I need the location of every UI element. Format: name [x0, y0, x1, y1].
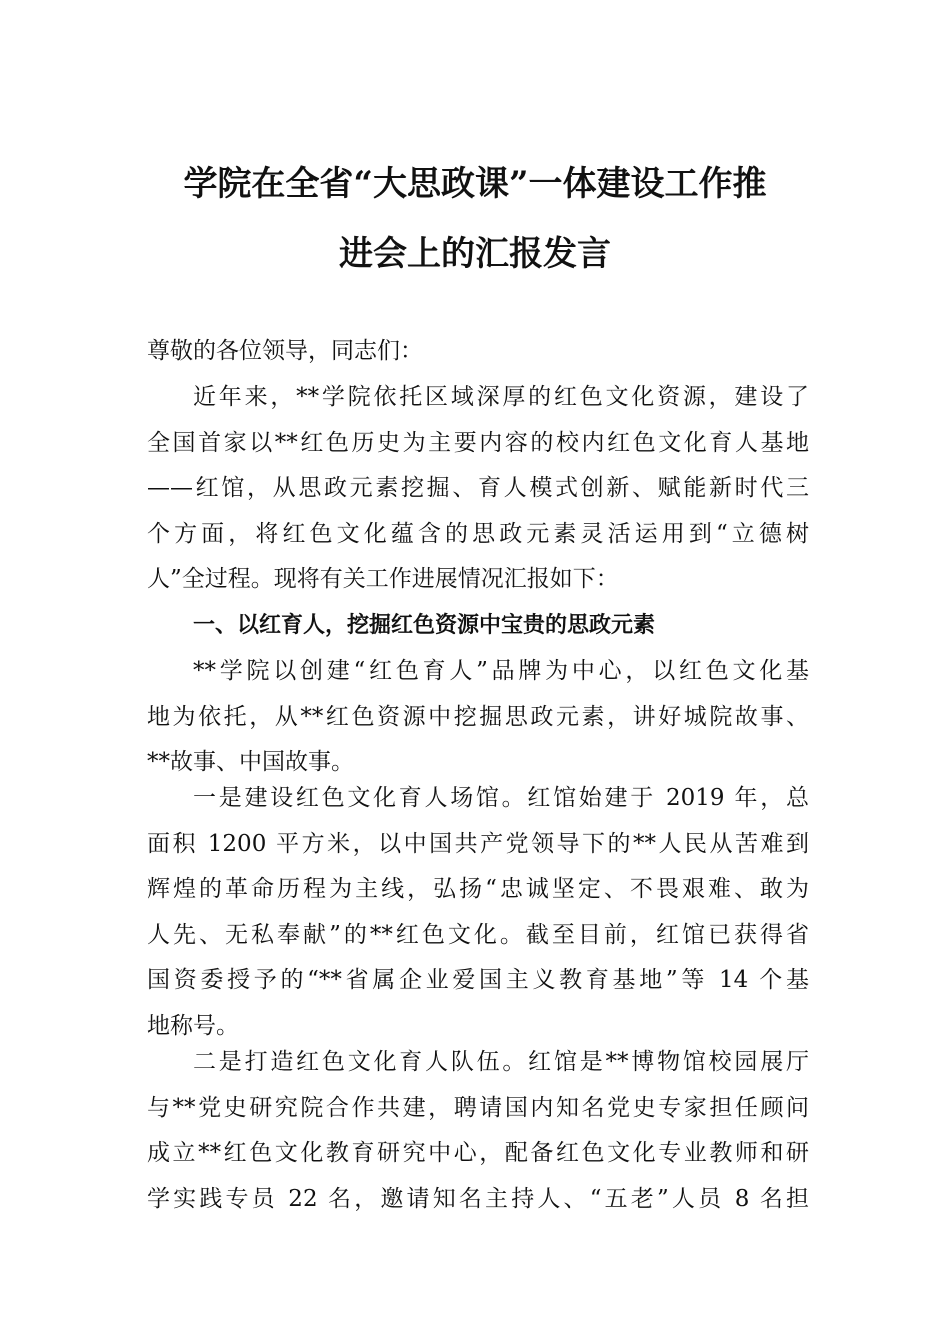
- text-line: 地称号。: [147, 1012, 239, 1039]
- point-2-paragraph: [147, 1040, 809, 1222]
- text-line: **学院以创建“红色育人”品牌为中心，以红色文化基: [193, 658, 809, 684]
- text-line: 人”全过程。现将有关工作进展情况汇报如下：: [147, 566, 619, 593]
- text-line: 面积 1200 平方米，以中国共产党领导下的**人民从苦难到: [147, 830, 809, 857]
- text-line: 个方面，将红色文化蕴含的思政元素灵活运用到“立德树: [147, 520, 809, 547]
- text-line: 成立**红色文化教育研究中心，配备红色文化专业教师和研: [147, 1140, 809, 1167]
- section-1-heading: [147, 603, 809, 649]
- text-line: 二是打造红色文化育人队伍。红馆是**博物馆校园展厅: [193, 1049, 809, 1075]
- text-line: 辉煌的革命历程为主线，弘扬“忠诚坚定、不畏艰难、敢为: [147, 876, 809, 903]
- text-line: 一是建设红色文化育人场馆。红馆始建于 2019 年，总: [193, 785, 809, 811]
- text-line: 与**党史研究院合作共建，聘请国内知名党史专家担任顾问: [147, 1094, 809, 1121]
- section-heading-line: 一、以红育人，挖掘红色资源中宝贵的思政元素: [193, 613, 656, 638]
- document-title-line-2: 进会上的汇报发言: [339, 234, 611, 274]
- text-line: ——红馆，从思政元素挖掘、育人模式创新、赋能新时代三: [147, 475, 809, 502]
- text-line: **故事、中国故事。: [147, 749, 354, 776]
- text-line: 近年来，**学院依托区域深厚的红色文化资源，建设了: [193, 384, 809, 410]
- document-title-line-1: 学院在全省“大思政课”一体建设工作推: [183, 164, 767, 204]
- text-line: 人先、无私奉献”的**红色文化。截至目前，红馆已获得省: [147, 921, 809, 948]
- point-1-paragraph: [147, 776, 809, 1050]
- text-line: 全国首家以**红色历史为主要内容的校内红色文化育人基地: [147, 429, 809, 456]
- salutation: [147, 329, 809, 375]
- salutation-line: 尊敬的各位领导，同志们：: [147, 338, 423, 364]
- text-line: 学实践专员 22 名，邀请知名主持人、“五老”人员 8 名担: [147, 1185, 809, 1212]
- text-line: 地为依托，从**红色资源中挖掘思政元素，讲好城院故事、: [147, 703, 809, 730]
- section-1-paragraph: [147, 649, 809, 786]
- text-line: 国资委授予的“**省属企业爱国主义教育基地”等 14 个基: [147, 967, 809, 994]
- intro-paragraph: [147, 375, 809, 603]
